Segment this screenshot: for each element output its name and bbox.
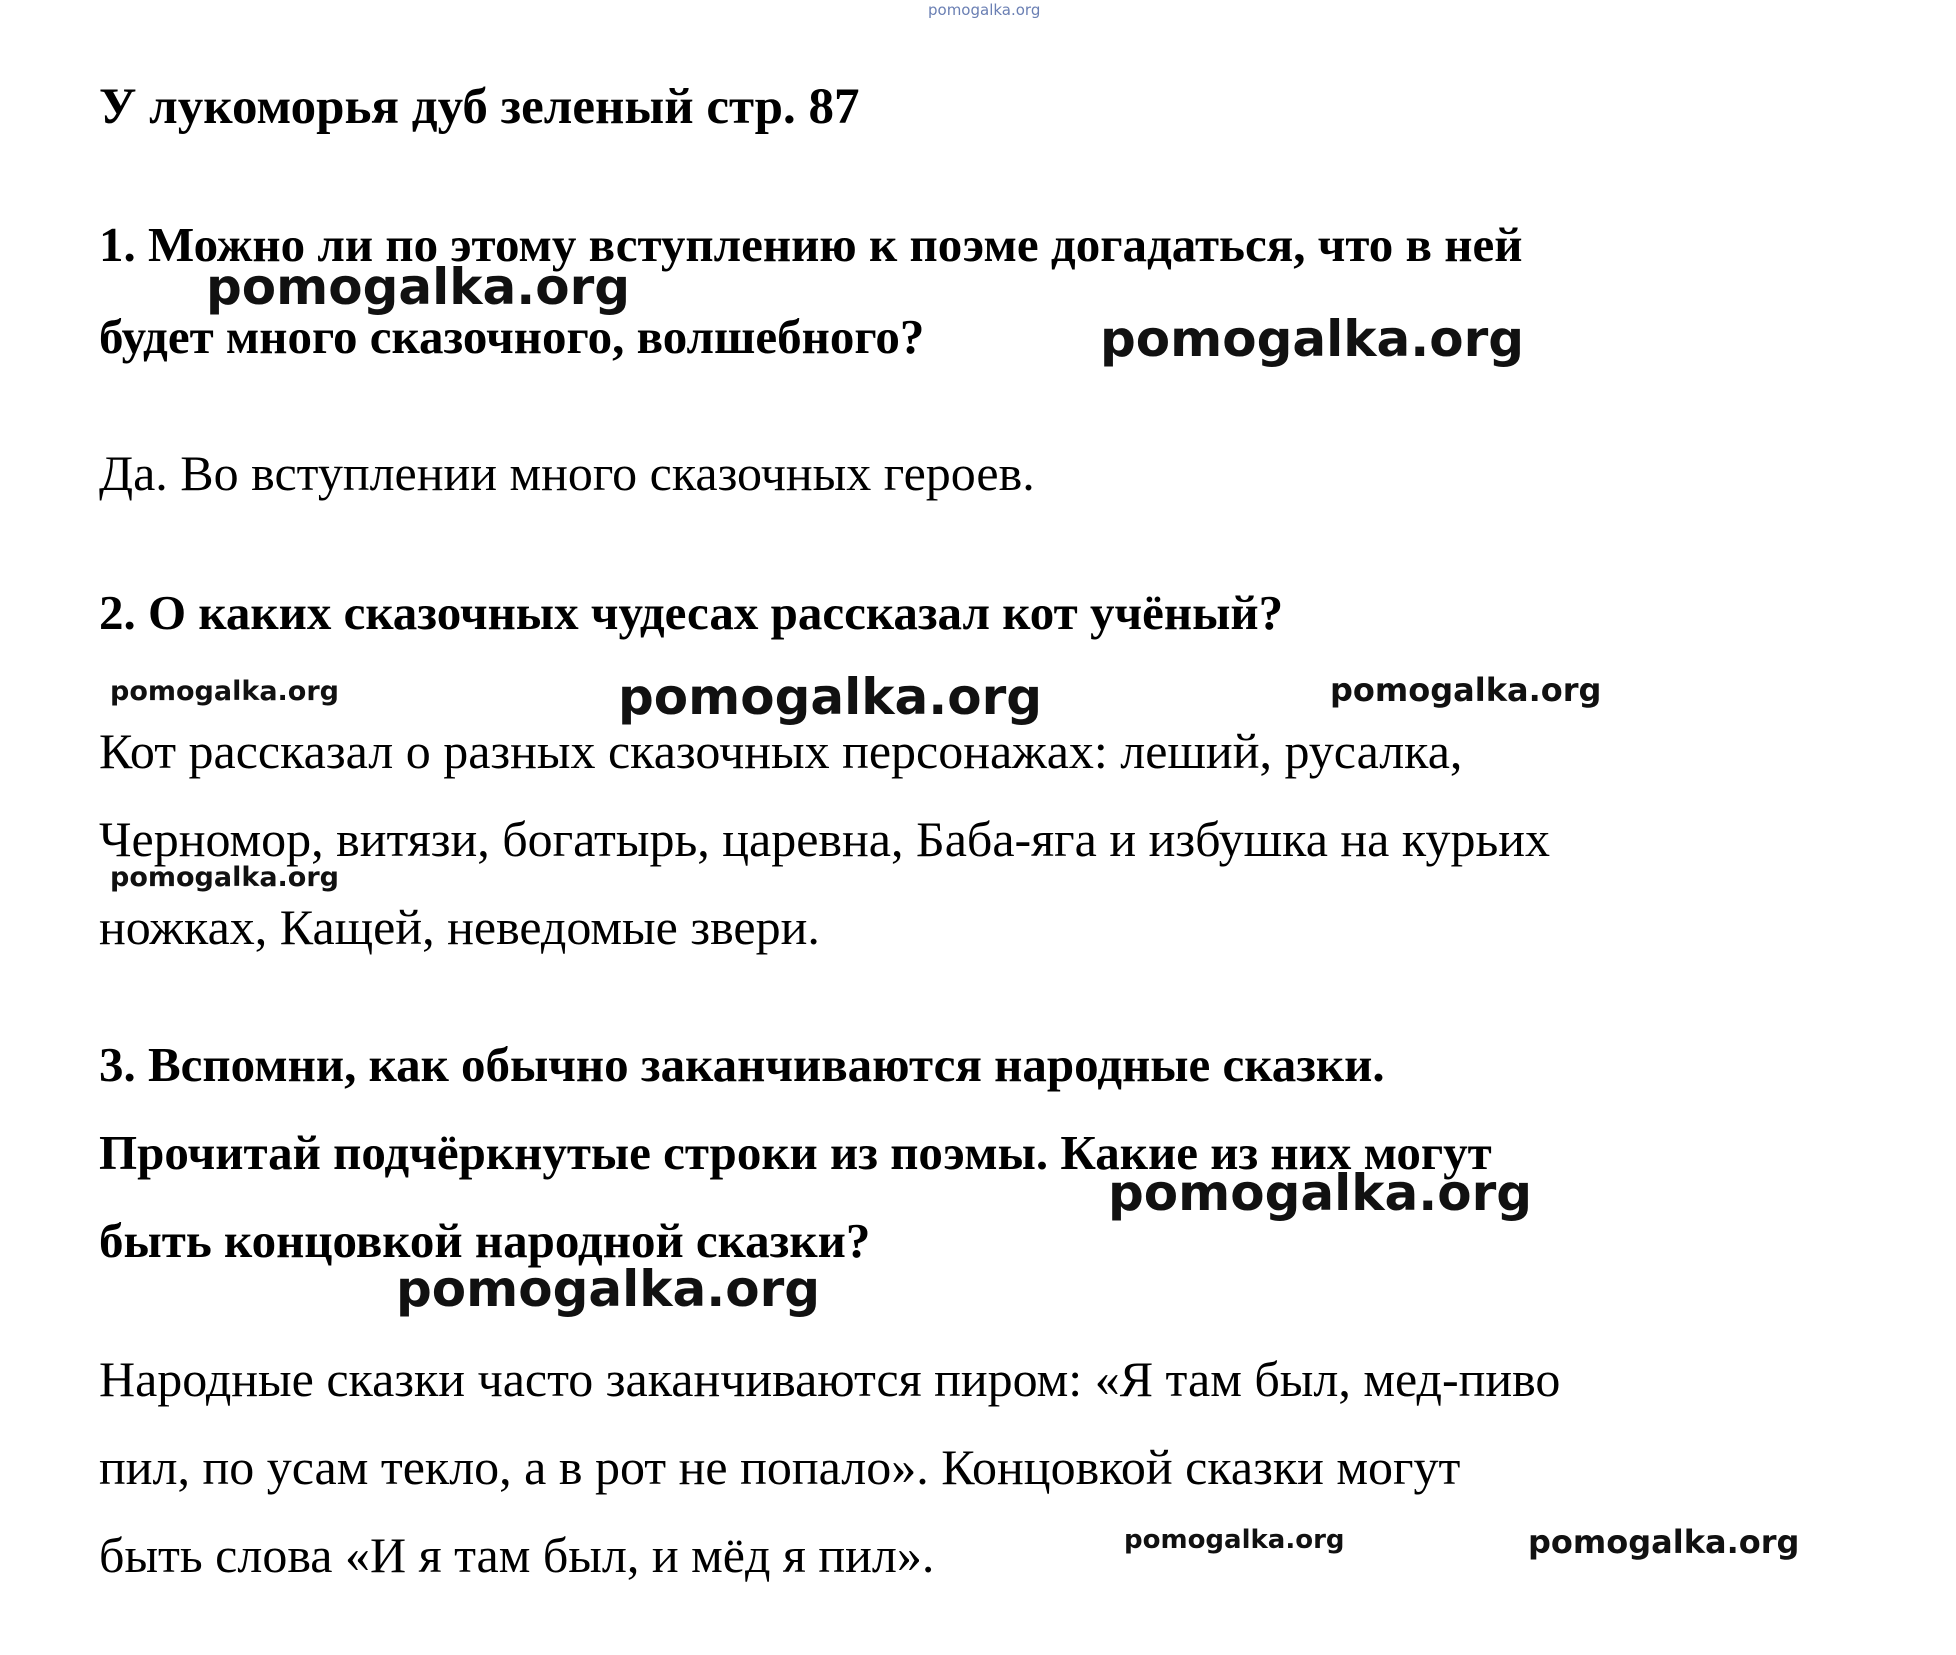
watermark: pomogalka.org [1124,1525,1345,1555]
answer-3-line-2: пил, по усам текло, а в рот не попало». Концовкой сказки могут [99,1439,1461,1495]
answer-3-line-3: быть слова «И я там был, и мёд я пил». [99,1527,935,1583]
answer-1: Да. Во вступлении много сказочных героев. [99,445,1035,501]
question-1-line-2: будет много сказочного, волшебного? [99,309,925,364]
watermark: pomogalka.org [206,258,631,316]
answer-3-line-1: Народные сказки часто заканчиваются пиром: «Я там был, мед-пиво [99,1351,1561,1407]
watermark: pomogalka.org [1528,1523,1800,1561]
watermark-top: pomogalka.org [928,1,1041,19]
watermark: pomogalka.org [618,668,1043,726]
question-3-line-3: быть концовкой народной сказки? [99,1213,871,1268]
watermark: pomogalka.org [396,1260,821,1318]
watermark: pomogalka.org [1100,310,1525,368]
answer-2-line-3: ножках, Кащей, неведомые звери. [99,899,820,955]
question-1-line-1: 1. Можно ли по этому вступлению к поэме догадаться, что в ней [99,217,1523,272]
watermark: pomogalka.org [110,676,339,707]
watermark: pomogalka.org [110,862,339,893]
watermark: pomogalka.org [1108,1164,1533,1222]
answer-2-line-1: Кот рассказал о разных сказочных персонажах: леший, русалка, [99,723,1463,779]
question-2: 2. О каких сказочных чудесах рассказал кот учёный? [99,585,1284,640]
answer-2-line-2: Черномор, витязи, богатырь, царевна, Баба-яга и избушка на курьих [99,811,1551,867]
question-3-line-2: Прочитай подчёркнутые строки из поэмы. Какие из них могут [99,1125,1492,1180]
page-title: У лукоморья дуб зеленый стр. 87 [99,79,860,135]
watermark: pomogalka.org [1330,671,1602,709]
question-3-line-1: 3. Вспомни, как обычно заканчиваются народные сказки. [99,1037,1385,1092]
